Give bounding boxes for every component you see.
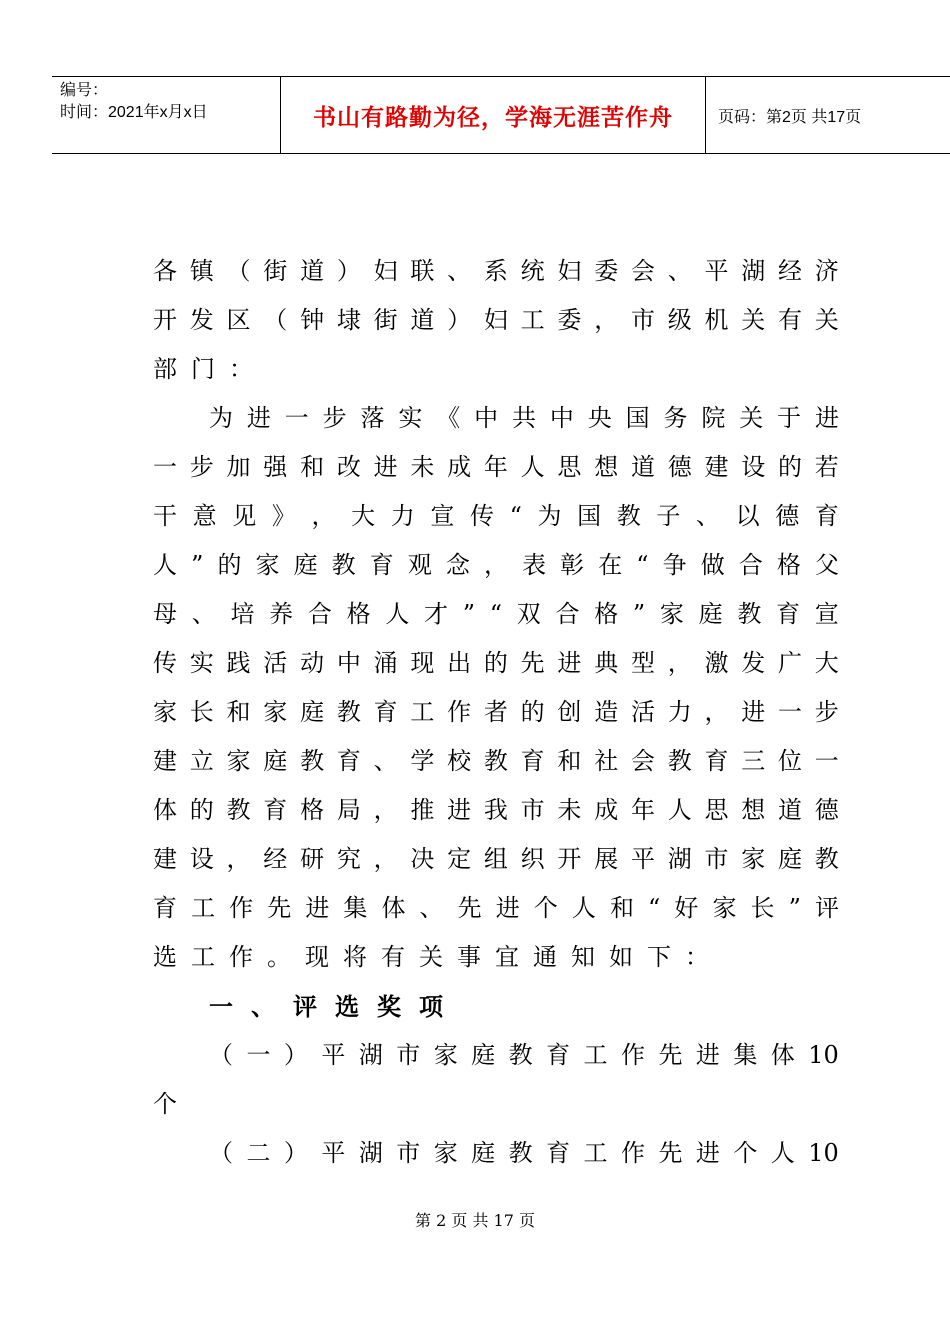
document-time-label: 时间：2021年x月x日 <box>60 104 208 121</box>
body-line: （ 一 ） 平 湖 市 家 庭 教 育 工 作 先 进 集 体 10 <box>209 1041 839 1069</box>
document-number-label: 编号： <box>60 82 109 99</box>
body-line: 个 <box>153 1090 177 1118</box>
body-line: 育 工 作 先 进 集 体 、 先 进 个 人 和 “ 好 家 长 ” 评 <box>153 894 839 922</box>
header-motto: 书山有路勤为径，学海无涯苦作舟 <box>313 104 673 131</box>
body-line: 部 门 ： <box>153 355 253 383</box>
header-meta-cell <box>52 77 280 153</box>
document-header <box>52 76 950 154</box>
page-footer: 第 2 页 共 17 页 <box>415 1211 535 1230</box>
body-line: （ 二 ） 平 湖 市 家 庭 教 育 工 作 先 进 个 人 10 <box>209 1139 839 1167</box>
header-motto-cell <box>280 77 706 153</box>
body-line: 选 工 作 。 现 将 有 关 事 宜 通 知 如 下 ： <box>153 943 709 971</box>
body-line: 建 立 家 庭 教 育 、 学 校 教 育 和 社 会 教 育 三 位 一 <box>153 747 839 775</box>
body-line: 体 的 教 育 格 局 ， 推 进 我 市 未 成 年 人 思 想 道 德 <box>153 796 839 824</box>
body-line: 人 ” 的 家 庭 教 育 观 念 ， 表 彰 在 “ 争 做 合 格 父 <box>153 551 839 579</box>
body-line: 一 步 加 强 和 改 进 未 成 年 人 思 想 道 德 建 设 的 若 <box>153 453 839 481</box>
section-heading: 一 、 评 选 奖 项 <box>209 992 443 1021</box>
body-line: 传 实 践 活 动 中 涌 现 出 的 先 进 典 型 ， 激 发 广 大 <box>153 649 839 677</box>
body-line: 开 发 区 （ 钟 埭 街 道 ） 妇 工 委 ， 市 级 机 关 有 关 <box>153 306 839 334</box>
body-line: 家 长 和 家 庭 教 育 工 作 者 的 创 造 活 力 ， 进 一 步 <box>153 698 839 726</box>
body-line: 为 进 一 步 落 实 《 中 共 中 央 国 务 院 关 于 进 <box>209 404 839 432</box>
body-line: 干 意 见 》 ， 大 力 宣 传 “ 为 国 教 子 、 以 德 育 <box>153 502 839 530</box>
body-line: 建 设 ， 经 研 究 ， 决 定 组 织 开 展 平 湖 市 家 庭 教 <box>153 845 839 873</box>
body-line: 各 镇 （ 街 道 ） 妇 联 、 系 统 妇 委 会 、 平 湖 经 济 <box>153 257 839 285</box>
body-line: 母 、 培 养 合 格 人 才 ” “ 双 合 格 ” 家 庭 教 育 宣 <box>153 600 839 628</box>
header-page-cell <box>706 77 950 153</box>
header-page-info: 页码：第2页 共17页 <box>718 108 862 126</box>
document-body <box>153 247 839 1178</box>
